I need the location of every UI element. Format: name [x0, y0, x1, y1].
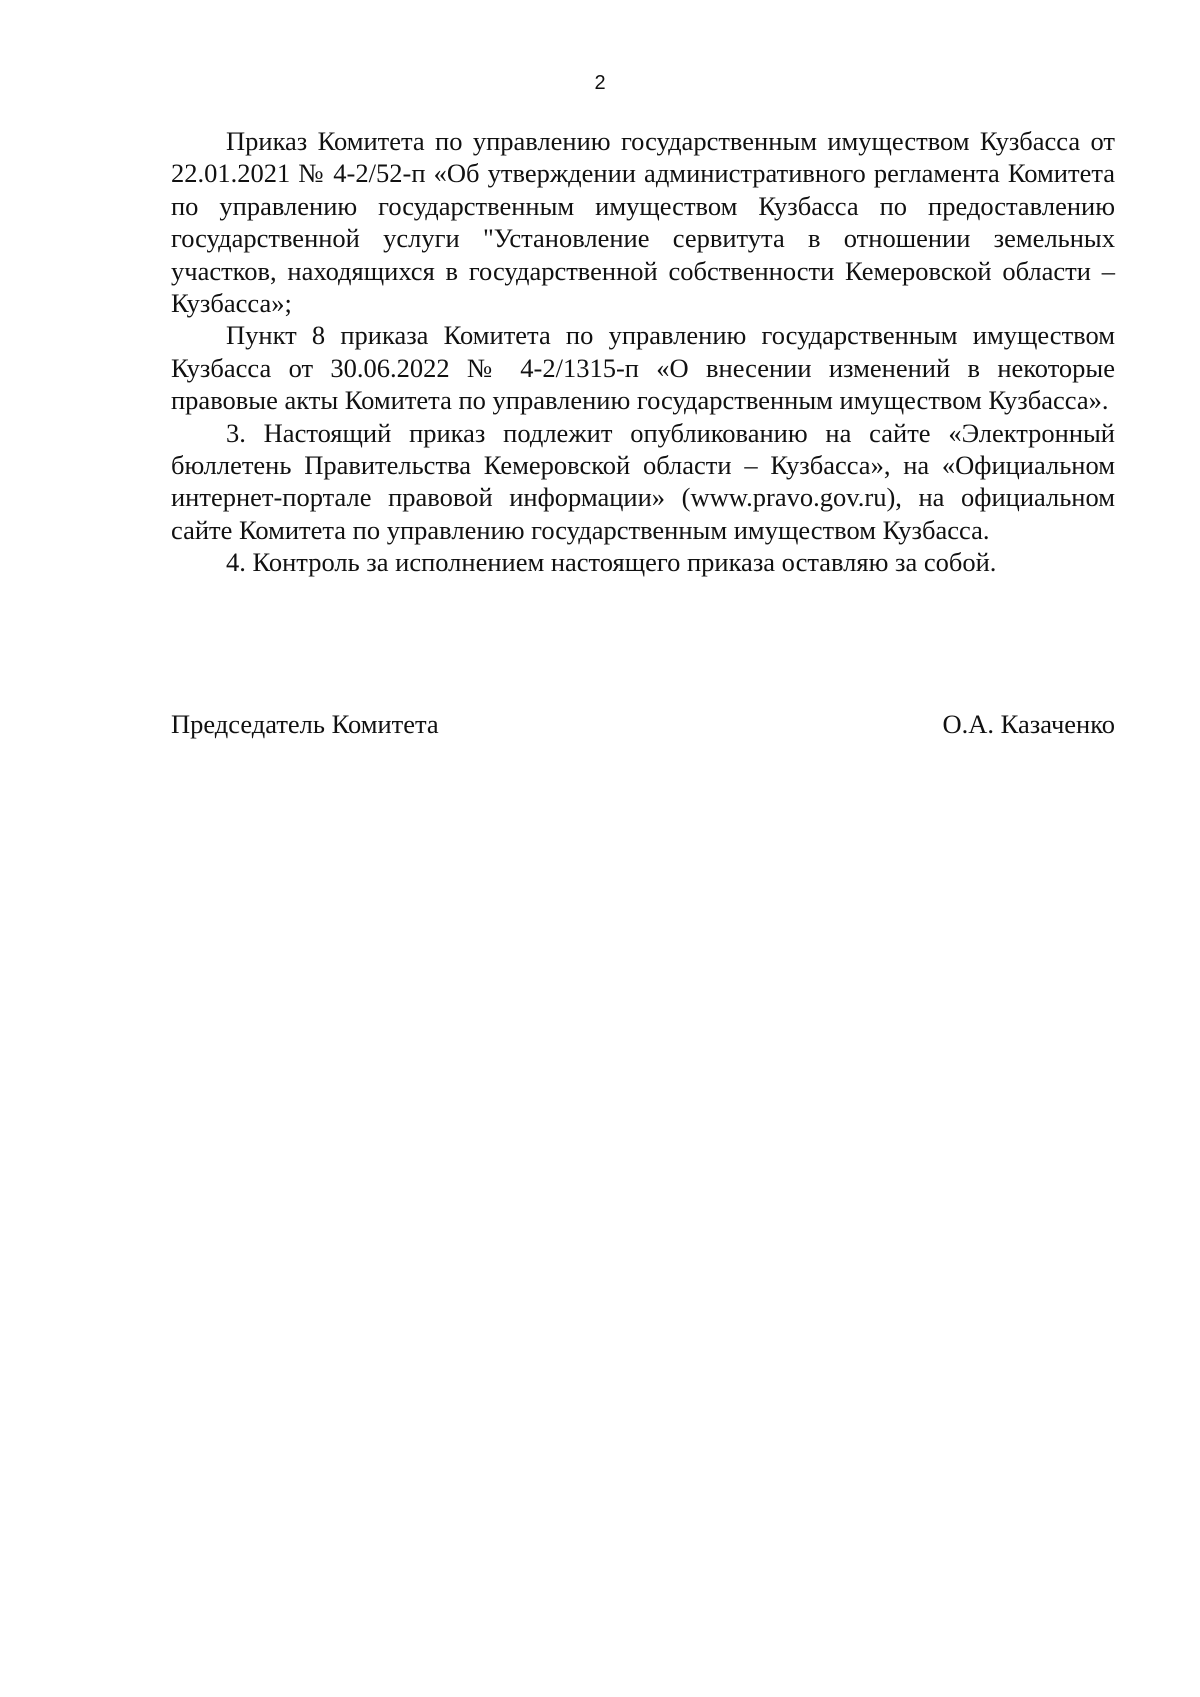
- signature-block: [171, 708, 1115, 740]
- paragraph-publication: 3. Настоящий приказ подлежит опубликованию на сайте «Электронный бюллетень Правительства Кемеровской области – Кузбасса», на «Официальном интернет-портале правовой информации» (www.pravo.gov.ru), на официальном сайте Комитета по управлению государственным имуществом Кузбасса.: [171, 417, 1115, 545]
- paragraph-order-reference: Приказ Комитета по управлению государственным имуществом Кузбасса от 22.01.2021 № 4-2/52-п «Об утверждении административного регламента Комитета по управлению государственным имуществом Кузбасса по предоставлению государственной услуги "Установление сервитута в отношении земельных участков, находящихся в государственной собственности Кемеровской области – Кузбасса»;: [171, 126, 1115, 319]
- document-body: [171, 125, 1115, 579]
- paragraph-control: 4. Контроль за исполнением настоящего приказа оставляю за собой.: [226, 547, 997, 578]
- page-number: 2: [594, 72, 606, 94]
- signatory-name: О.А. Казаченко: [942, 709, 1115, 739]
- signatory-title: Председатель Комитета: [171, 709, 439, 739]
- paragraph-point-8: Пункт 8 приказа Комитета по управлению государственным имуществом Кузбасса от 30.06.2022 № 4-2/1315-п «О внесении изменений в некоторые правовые акты Комитета по управлению государственным имуществом Кузбасса».: [171, 320, 1115, 416]
